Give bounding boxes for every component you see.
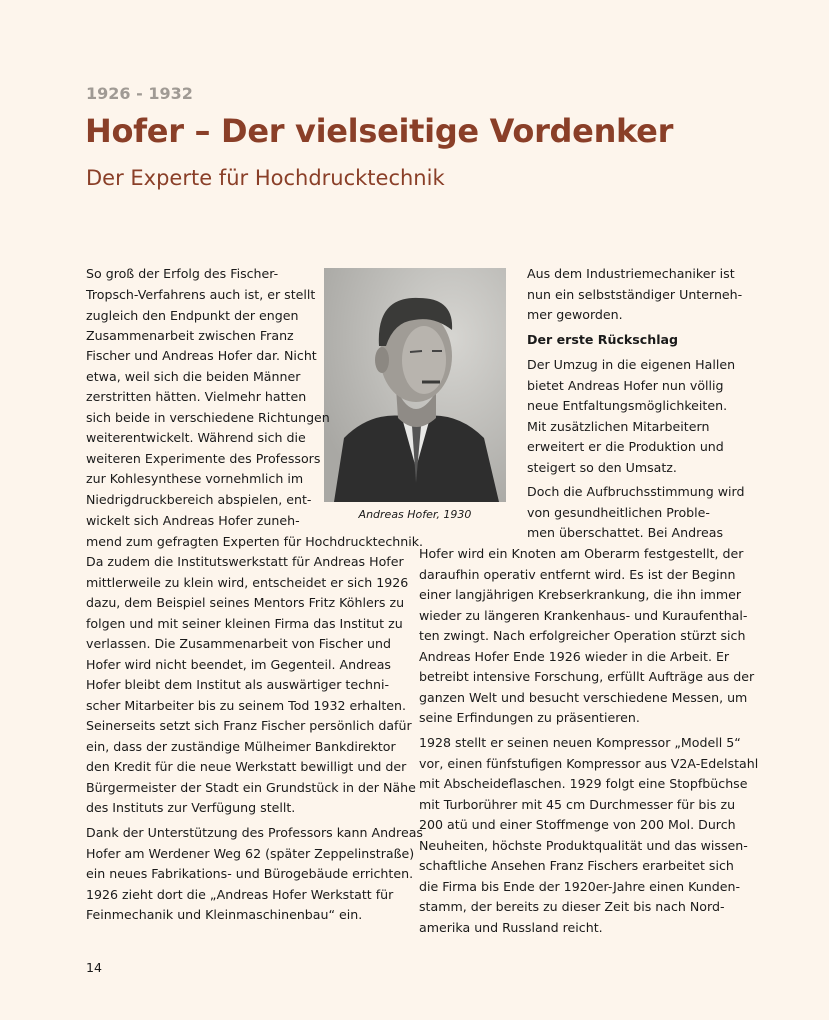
- text-line: mend zum gefragten Experten für Hochdrucktechnik.: [86, 534, 424, 549]
- photo-caption: Andreas Hofer, 1930: [358, 508, 472, 521]
- text-line: Bürgermeister der Stadt ein Grundstück in der Nähe: [86, 780, 416, 795]
- text-line: ein, dass der zuständige Mülheimer Bankdirektor: [86, 739, 396, 754]
- page-number: 14: [86, 960, 103, 975]
- text-line: Hofer am Werdener Weg 62 (später Zeppelinstraße): [86, 846, 415, 861]
- text-line: stamm, der bereits zu dieser Zeit bis nach Nord-: [419, 899, 725, 914]
- text-line: men überschattet. Bei Andreas: [527, 525, 724, 540]
- text-line: mit Turborührer mit 45 cm Durchmesser für bis zu: [419, 797, 736, 812]
- text-line: folgen und mit seiner kleinen Firma das Institut zu: [86, 616, 403, 631]
- text-line: Doch die Aufbruchsstimmung wird: [527, 484, 745, 499]
- text-line: erweitert er die Produktion und: [527, 439, 724, 454]
- text-line: sich beide in verschiedene Richtungen: [86, 410, 330, 425]
- text-line: Andreas Hofer Ende 1926 wieder in die Arbeit. Er: [419, 649, 730, 664]
- text-line: daraufhin operativ entfernt wird. Es ist der Beginn: [419, 567, 736, 582]
- page-subtitle: Der Experte für Hochdrucktechnik: [86, 166, 445, 190]
- text-line: dazu, dem Beispiel seines Mentors Fritz Köhlers zu: [86, 595, 405, 610]
- text-line: des Instituts zur Verfügung stellt.: [86, 800, 296, 815]
- text-line: 200 atü und einer Stoffmenge von 200 Mol. Durch: [419, 817, 736, 832]
- text-line: Feinmechanik und Kleinmaschinenbau“ ein.: [86, 907, 363, 922]
- text-line: zerstritten hätten. Vielmehr hatten: [86, 389, 307, 404]
- text-line: Dank der Unterstützung des Professors kann Andreas: [86, 825, 423, 840]
- text-line: zugleich den Endpunkt der engen: [86, 308, 299, 323]
- text-line: weiterentwickelt. Während sich die: [86, 430, 306, 445]
- text-line: steigert so den Umsatz.: [527, 460, 677, 475]
- text-line: neue Entfaltungsmöglichkeiten.: [527, 398, 728, 413]
- text-line: 1926 zieht dort die „Andreas Hofer Werkstatt für: [86, 887, 394, 902]
- text-line: vor, einen fünfstufigen Kompressor aus V2A-Edelstahl: [419, 756, 759, 771]
- text-line: verlassen. Die Zusammenarbeit von Fischer und: [86, 636, 391, 651]
- text-line: Seinerseits setzt sich Franz Fischer persönlich dafür: [86, 718, 412, 733]
- text-line: wieder zu längeren Krankenhaus- und Kuraufenthal-: [419, 608, 748, 623]
- section-heading: Der erste Rückschlag: [527, 332, 679, 347]
- text-line: So groß der Erfolg des Fischer-: [86, 266, 279, 281]
- text-line: von gesundheitlichen Proble-: [527, 505, 710, 520]
- text-line: ten zwingt. Nach erfolgreicher Operation stürzt sich: [419, 628, 746, 643]
- text-line: weiteren Experimente des Professors: [86, 451, 321, 466]
- period-label: 1926 - 1932: [86, 84, 193, 103]
- text-line: die Firma bis Ende der 1920er-Jahre einen Kunden-: [419, 879, 740, 894]
- text-line: Hofer wird nicht beendet, im Gegenteil. Andreas: [86, 657, 391, 672]
- text-line: amerika und Russland reicht.: [419, 920, 603, 935]
- text-line: etwa, weil sich die beiden Männer: [86, 369, 301, 384]
- text-line: Neuheiten, höchste Produktqualität und das wissen-: [419, 838, 748, 853]
- text-line: Zusammenarbeit zwischen Franz: [86, 328, 294, 343]
- text-line: scher Mitarbeiter bis zu seinem Tod 1932 erhalten.: [86, 698, 407, 713]
- text-line: mit Abscheideflaschen. 1929 folgt eine Stopfbüchse: [419, 776, 748, 791]
- text-line: Mit zusätzlichen Mitarbeitern: [527, 419, 710, 434]
- text-line: Der Umzug in die eigenen Hallen: [527, 357, 736, 372]
- text-line: wickelt sich Andreas Hofer zuneh-: [86, 513, 300, 528]
- text-line: nun ein selbstständiger Unterneh-: [527, 287, 743, 302]
- text-line: einer langjährigen Krebserkrankung, die ihn immer: [419, 587, 742, 602]
- text-line: ganzen Welt und besucht verschiedene Messen, um: [419, 690, 748, 705]
- text-line: 1928 stellt er seinen neuen Kompressor „Modell 5“: [419, 735, 741, 750]
- text-line: Hofer bleibt dem Institut als auswärtiger techni-: [86, 677, 389, 692]
- text-line: Fischer und Andreas Hofer dar. Nicht: [86, 348, 317, 363]
- text-line: schaftliche Ansehen Franz Fischers erarbeitet sich: [419, 858, 734, 873]
- text-line: Tropsch-Verfahrens auch ist, er stellt: [86, 287, 316, 302]
- text-line: betreibt intensive Forschung, erfüllt Aufträge aus der: [419, 669, 755, 684]
- text-line: mittlerweile zu klein wird, entscheidet er sich 1926: [86, 575, 409, 590]
- text-line: bietet Andreas Hofer nun völlig: [527, 378, 724, 393]
- text-line: zur Kohlesynthese vornehmlich im: [86, 471, 304, 486]
- portrait-photo: [324, 268, 506, 502]
- text-line: Niedrigdruckbereich abspielen, ent-: [86, 492, 312, 507]
- text-line: Hofer wird ein Knoten am Oberarm festgestellt, der: [419, 546, 744, 561]
- text-line: Aus dem Industriemechaniker ist: [527, 266, 735, 281]
- text-line: ein neues Fabrikations- und Bürogebäude errichten.: [86, 866, 414, 881]
- text-line: Da zudem die Institutswerkstatt für Andreas Hofer: [86, 554, 404, 569]
- text-line: den Kredit für die neue Werkstatt bewilligt und der: [86, 759, 407, 774]
- text-line: seine Erfindungen zu präsentieren.: [419, 710, 640, 725]
- text-line: mer geworden.: [527, 307, 623, 322]
- page-title: Hofer – Der vielseitige Vordenker: [85, 112, 674, 150]
